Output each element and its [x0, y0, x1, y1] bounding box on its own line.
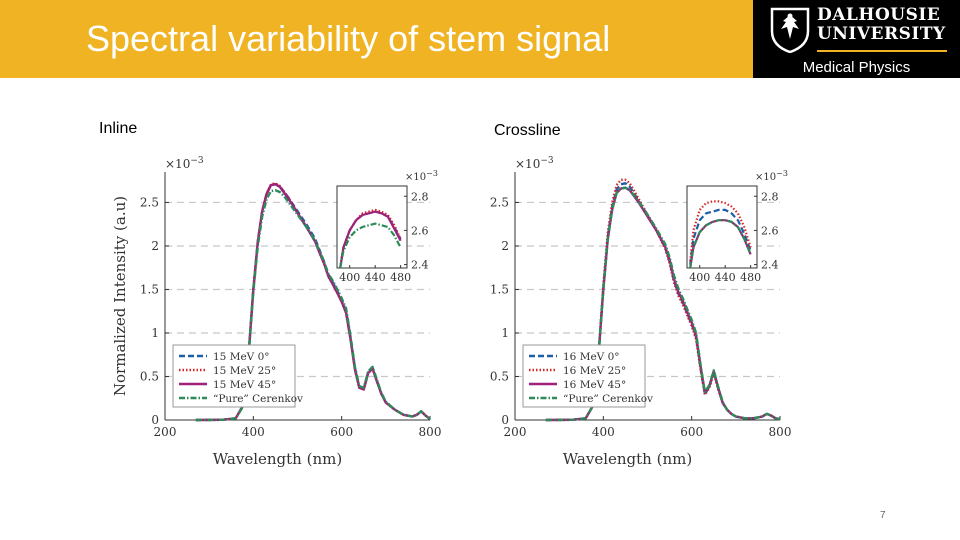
- y-tick-label: 2.5: [139, 195, 159, 210]
- x-tick-label: 400: [241, 425, 265, 439]
- x-tick-label: 800: [768, 425, 792, 439]
- x-tick-label: 600: [680, 425, 704, 439]
- legend-entry: “Pure” Cerenkov: [563, 393, 653, 405]
- inset-multiplier-label: $\times 10^{-3}$: [755, 169, 788, 183]
- inset-multiplier-label: $\times 10^{-3}$: [405, 169, 438, 183]
- legend-entry: 16 MeV 0°: [563, 351, 620, 363]
- slide-number: 7: [880, 510, 886, 521]
- university-name: DALHOUSIE UNIVERSITY: [817, 5, 946, 44]
- y-tick-label: 2.5: [489, 195, 509, 210]
- legend-entry: 15 MeV 45°: [213, 379, 277, 391]
- inset-y-tick-label: 2.4: [761, 258, 779, 272]
- x-tick-label: 400: [591, 425, 615, 439]
- legend-entry: 15 MeV 25°: [213, 365, 277, 377]
- inset-y-tick-label: 2.8: [761, 190, 779, 204]
- x-axis-label: Wavelength (nm): [562, 450, 693, 468]
- y-tick-label: 1: [151, 325, 159, 340]
- y-tick-label: 0.5: [139, 369, 159, 384]
- y-tick-label: 0: [501, 413, 509, 427]
- panel-label-inline: Inline: [99, 120, 138, 137]
- crest-icon: [769, 5, 811, 53]
- inset-y-tick-label: 2.4: [411, 258, 429, 272]
- slide-title: Spectral variability of stem signal: [86, 18, 611, 59]
- y-tick-label: 2: [501, 238, 509, 253]
- legend-entry: 16 MeV 45°: [563, 379, 627, 391]
- legend-entry: “Pure” Cerenkov: [213, 393, 303, 405]
- y-tick-label: 1.5: [489, 282, 509, 297]
- x-axis-label: Wavelength (nm): [212, 450, 343, 468]
- inset-frame: [337, 186, 407, 268]
- inset-y-tick-label: 2.6: [411, 224, 429, 238]
- legend-entry: 16 MeV 25°: [563, 365, 627, 377]
- y-tick-label: 1: [501, 325, 509, 340]
- panel-label-crossline: Crossline: [494, 122, 561, 139]
- x-tick-label: 200: [153, 425, 177, 439]
- y-tick-label: 0.5: [489, 369, 509, 384]
- y-tick-label: 2: [151, 238, 159, 253]
- inset-x-tick-label: 480: [740, 271, 762, 284]
- x-tick-label: 800: [418, 425, 442, 439]
- logo-divider: [817, 50, 947, 52]
- department-name: Medical Physics: [802, 59, 911, 76]
- inset-x-tick-label: 400: [689, 271, 711, 284]
- x-tick-label: 600: [330, 425, 354, 439]
- inset-x-tick-label: 400: [339, 271, 361, 284]
- crossline-spectrum-chart: [455, 150, 805, 480]
- x-tick-label: 200: [503, 425, 527, 439]
- y-axis-label: Normalized Intensity (a.u): [111, 195, 129, 397]
- inset-x-tick-label: 440: [714, 271, 736, 284]
- y-tick-label: 1.5: [139, 282, 159, 297]
- y-tick-label: 0: [151, 413, 159, 427]
- inset-x-tick-label: 440: [364, 271, 386, 284]
- legend-entry: 15 MeV 0°: [213, 351, 270, 363]
- y-multiplier-label: $\times 10^{-3}$: [165, 156, 204, 171]
- inline-spectrum-chart: [105, 150, 455, 480]
- inset-x-tick-label: 480: [390, 271, 412, 284]
- inset-y-tick-label: 2.8: [411, 190, 429, 204]
- y-multiplier-label: $\times 10^{-3}$: [515, 156, 554, 171]
- title-bar: [0, 0, 960, 78]
- inset-y-tick-label: 2.6: [761, 224, 779, 238]
- university-logo: [753, 0, 960, 78]
